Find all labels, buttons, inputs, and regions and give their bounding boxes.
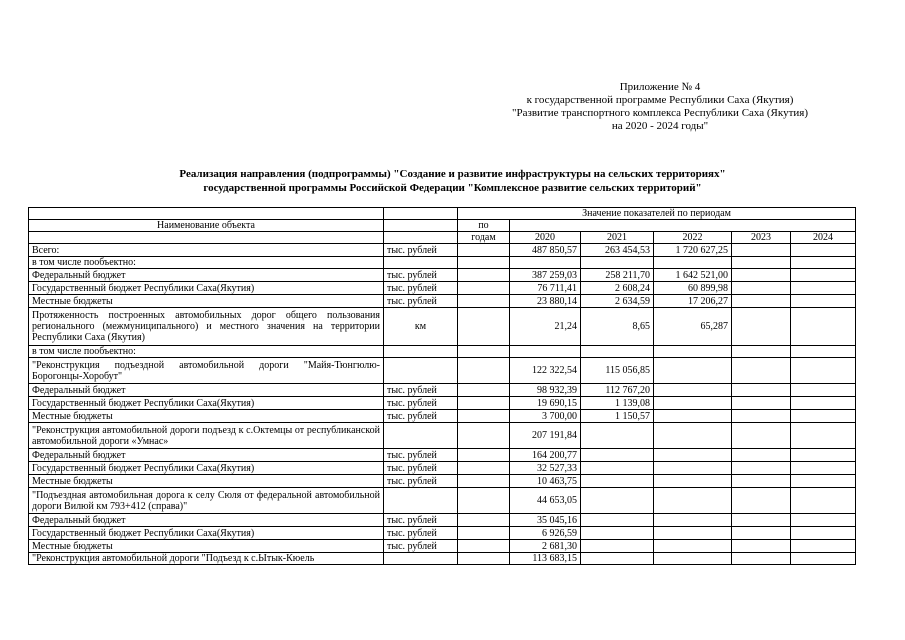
row-by-years-cell (458, 423, 510, 449)
row-by-years-cell (458, 384, 510, 397)
row-unit-cell: тыс. рублей (384, 244, 458, 257)
row-name-cell: Государственный бюджет Республики Саха(Якутия) (29, 397, 384, 410)
row-value-2024 (791, 346, 856, 358)
row-value-2023 (732, 295, 791, 308)
row-value-2024 (791, 257, 856, 269)
table-row (29, 282, 856, 295)
row-by-years-cell (458, 358, 510, 384)
row-name-cell: Федеральный бюджет (29, 449, 384, 462)
row-value-2023 (732, 462, 791, 475)
row-unit-cell: тыс. рублей (384, 527, 458, 540)
row-value-2023 (732, 527, 791, 540)
table-body (29, 208, 856, 565)
row-value-2024 (791, 308, 856, 346)
row-by-years-cell (458, 257, 510, 269)
row-value-2022 (654, 384, 732, 397)
row-unit-cell: тыс. рублей (384, 462, 458, 475)
row-value-2024 (791, 269, 856, 282)
row-unit-cell: тыс. рублей (384, 475, 458, 488)
row-value-2022 (654, 257, 732, 269)
row-value-2020: 44 653,05 (510, 488, 581, 514)
table-row (29, 295, 856, 308)
row-name-cell: в том числе пообъектно: (29, 257, 384, 269)
table-row (29, 358, 856, 384)
row-value-2021 (581, 514, 654, 527)
row-unit-cell: тыс. рублей (384, 295, 458, 308)
row-by-years-cell (458, 462, 510, 475)
row-value-2021 (581, 462, 654, 475)
row-value-2021 (581, 475, 654, 488)
row-value-2024 (791, 295, 856, 308)
row-value-2023 (732, 488, 791, 514)
row-value-2022: 65,287 (654, 308, 732, 346)
row-value-2022 (654, 462, 732, 475)
header-name-cell-3 (29, 232, 384, 244)
row-value-2020: 19 690,15 (510, 397, 581, 410)
row-name-cell: Протяженность построенных автомобильных дорог общего пользования регионального (межмуниципального) и местного значения на территории Республики Саха (Якутия) (29, 308, 384, 346)
row-value-2020: 487 850,57 (510, 244, 581, 257)
row-value-2023 (732, 358, 791, 384)
row-name-cell: Местные бюджеты (29, 295, 384, 308)
row-unit-cell: км (384, 308, 458, 346)
row-value-2021: 2 634,59 (581, 295, 654, 308)
table-row (29, 244, 856, 257)
header-unit-cell-2 (384, 220, 458, 232)
row-value-2022 (654, 527, 732, 540)
table-row (29, 514, 856, 527)
row-by-years-cell (458, 346, 510, 358)
row-by-years-cell (458, 397, 510, 410)
table-row (29, 308, 856, 346)
row-value-2022 (654, 449, 732, 462)
row-unit-cell: тыс. рублей (384, 514, 458, 527)
row-value-2021: 1 150,57 (581, 410, 654, 423)
row-value-2021 (581, 488, 654, 514)
row-value-2021 (581, 553, 654, 565)
row-value-2023 (732, 257, 791, 269)
row-value-2023 (732, 397, 791, 410)
row-value-2024 (791, 358, 856, 384)
document-title-line-2: государственной программы Российской Федерации "Комплексное развитие сельских территорий" (203, 182, 702, 194)
header-unit-cell (384, 208, 458, 220)
table-row (29, 257, 856, 269)
row-value-2021: 8,65 (581, 308, 654, 346)
appendix-line-3: "Развитие транспортного комплекса Республики Саха (Якутия) (511, 107, 809, 119)
indicators-table (28, 207, 856, 565)
row-value-2024 (791, 449, 856, 462)
row-value-2020: 32 527,33 (510, 462, 581, 475)
header-years-spacer (510, 220, 856, 232)
row-value-2021: 263 454,53 (581, 244, 654, 257)
row-by-years-cell (458, 488, 510, 514)
row-value-2021 (581, 257, 654, 269)
row-value-2024 (791, 553, 856, 565)
row-value-2024 (791, 410, 856, 423)
row-name-cell: Местные бюджеты (29, 475, 384, 488)
table-row (29, 423, 856, 449)
row-value-2020: 164 200,77 (510, 449, 581, 462)
row-value-2024 (791, 462, 856, 475)
row-by-years-cell (458, 269, 510, 282)
row-name-cell: Всего: (29, 244, 384, 257)
row-unit-cell: тыс. рублей (384, 282, 458, 295)
header-name-cell (29, 208, 384, 220)
table-row (29, 540, 856, 553)
row-value-2024 (791, 244, 856, 257)
appendix-line-1: Приложение № 4 (619, 81, 701, 93)
row-value-2024 (791, 540, 856, 553)
row-by-years-cell (458, 540, 510, 553)
row-value-2020: 2 681,30 (510, 540, 581, 553)
row-value-2020: 10 463,75 (510, 475, 581, 488)
row-value-2024 (791, 423, 856, 449)
table-row (29, 462, 856, 475)
row-value-2020: 122 322,54 (510, 358, 581, 384)
row-unit-cell (384, 488, 458, 514)
row-name-cell: "Реконструкция автомобильной дороги "Подъезд к с.Ытык-Кюель (29, 553, 384, 565)
row-unit-cell: тыс. рублей (384, 397, 458, 410)
row-unit-cell (384, 423, 458, 449)
header-unit-cell-3 (384, 232, 458, 244)
row-value-2023 (732, 384, 791, 397)
row-by-years-cell (458, 514, 510, 527)
row-value-2022 (654, 553, 732, 565)
header-name: Наименование объекта (29, 220, 384, 232)
header-group: Значение показателей по периодам (458, 208, 856, 220)
row-value-2023 (732, 514, 791, 527)
row-value-2020: 113 683,15 (510, 553, 581, 565)
row-by-years-cell (458, 449, 510, 462)
row-value-2020 (510, 346, 581, 358)
row-unit-cell: тыс. рублей (384, 269, 458, 282)
header-year-2023: 2023 (732, 232, 791, 244)
document-title (20, 167, 885, 195)
table-row (29, 410, 856, 423)
row-by-years-cell (458, 308, 510, 346)
row-name-cell: Государственный бюджет Республики Саха(Якутия) (29, 282, 384, 295)
row-value-2020: 207 191,84 (510, 423, 581, 449)
row-value-2022: 1 720 627,25 (654, 244, 732, 257)
row-name-cell: в том числе пообъектно: (29, 346, 384, 358)
row-value-2022 (654, 514, 732, 527)
row-by-years-cell (458, 527, 510, 540)
row-by-years-cell (458, 553, 510, 565)
header-year-2022: 2022 (654, 232, 732, 244)
row-value-2020: 387 259,03 (510, 269, 581, 282)
header-by-years: годам (458, 232, 510, 244)
row-value-2024 (791, 384, 856, 397)
row-value-2020 (510, 257, 581, 269)
row-value-2023 (732, 346, 791, 358)
row-value-2020: 76 711,41 (510, 282, 581, 295)
row-value-2023 (732, 244, 791, 257)
row-value-2023 (732, 308, 791, 346)
row-value-2021: 2 608,24 (581, 282, 654, 295)
row-value-2023 (732, 540, 791, 553)
row-value-2023 (732, 269, 791, 282)
row-value-2020: 98 932,39 (510, 384, 581, 397)
row-value-2021 (581, 449, 654, 462)
row-by-years-cell (458, 244, 510, 257)
row-value-2020: 23 880,14 (510, 295, 581, 308)
row-value-2021 (581, 527, 654, 540)
row-value-2021 (581, 540, 654, 553)
row-name-cell: Местные бюджеты (29, 410, 384, 423)
row-value-2024 (791, 514, 856, 527)
row-value-2024 (791, 488, 856, 514)
header-row-2 (29, 220, 856, 232)
row-value-2022: 60 899,98 (654, 282, 732, 295)
row-value-2022 (654, 358, 732, 384)
row-unit-cell (384, 257, 458, 269)
row-value-2022: 1 642 521,00 (654, 269, 732, 282)
row-value-2023 (732, 553, 791, 565)
row-unit-cell: тыс. рублей (384, 540, 458, 553)
header-year-2024: 2024 (791, 232, 856, 244)
row-value-2022 (654, 397, 732, 410)
table-row (29, 527, 856, 540)
row-name-cell: "Реконструкция подъездной автомобильной дороги "Майя-Тюнгюлю-Борогонцы-Хоробут" (29, 358, 384, 384)
row-value-2022 (654, 488, 732, 514)
row-name-cell: Федеральный бюджет (29, 269, 384, 282)
row-unit-cell (384, 346, 458, 358)
header-row-3 (29, 232, 856, 244)
row-unit-cell: тыс. рублей (384, 449, 458, 462)
row-value-2022 (654, 410, 732, 423)
row-name-cell: Государственный бюджет Республики Саха(Якутия) (29, 462, 384, 475)
row-value-2024 (791, 282, 856, 295)
row-unit-cell (384, 553, 458, 565)
row-by-years-cell (458, 475, 510, 488)
row-name-cell: "Реконструкция автомобильной дороги подъезд к с.Октемцы от республиканской автомобильной дороги «Умнас» (29, 423, 384, 449)
row-value-2023 (732, 449, 791, 462)
row-value-2024 (791, 397, 856, 410)
row-value-2021: 115 056,85 (581, 358, 654, 384)
row-value-2023 (732, 410, 791, 423)
row-value-2024 (791, 527, 856, 540)
row-value-2020: 21,24 (510, 308, 581, 346)
row-value-2020: 3 700,00 (510, 410, 581, 423)
row-value-2022 (654, 423, 732, 449)
row-name-cell: Местные бюджеты (29, 540, 384, 553)
row-value-2022 (654, 540, 732, 553)
row-unit-cell (384, 358, 458, 384)
row-name-cell: Федеральный бюджет (29, 384, 384, 397)
row-by-years-cell (458, 282, 510, 295)
table-row (29, 475, 856, 488)
header-row-1 (29, 208, 856, 220)
table-row (29, 384, 856, 397)
row-by-years-cell (458, 410, 510, 423)
row-value-2022: 17 206,27 (654, 295, 732, 308)
appendix-caption (460, 81, 860, 133)
table-row (29, 488, 856, 514)
row-value-2024 (791, 475, 856, 488)
row-value-2021: 258 211,70 (581, 269, 654, 282)
row-value-2021 (581, 346, 654, 358)
row-value-2020: 35 045,16 (510, 514, 581, 527)
header-by-years-top: по (458, 220, 510, 232)
appendix-line-4: на 2020 - 2024 годы" (611, 120, 709, 132)
row-unit-cell: тыс. рублей (384, 410, 458, 423)
row-value-2021: 1 139,08 (581, 397, 654, 410)
row-name-cell: Федеральный бюджет (29, 514, 384, 527)
row-name-cell: Государственный бюджет Республики Саха(Якутия) (29, 527, 384, 540)
row-name-cell: "Подъездная автомобильная дорога к селу Сюля от федеральной автомобильной дороги Вилюй км 793+412 (справа)" (29, 488, 384, 514)
row-value-2023 (732, 282, 791, 295)
appendix-line-2: к государственной программе Республики Саха (Якутия) (526, 94, 794, 106)
row-value-2021: 112 767,20 (581, 384, 654, 397)
row-by-years-cell (458, 295, 510, 308)
row-value-2021 (581, 423, 654, 449)
document-title-line-1: Реализация направления (подпрограммы) "Создание и развитие инфраструктуры на сельских территориях" (179, 168, 726, 180)
header-year-2020: 2020 (510, 232, 581, 244)
table-row (29, 346, 856, 358)
header-year-2021: 2021 (581, 232, 654, 244)
row-value-2023 (732, 423, 791, 449)
row-value-2022 (654, 346, 732, 358)
table-row (29, 553, 856, 565)
row-value-2023 (732, 475, 791, 488)
table-row (29, 269, 856, 282)
table-row (29, 397, 856, 410)
row-value-2022 (654, 475, 732, 488)
row-unit-cell: тыс. рублей (384, 384, 458, 397)
row-value-2020: 6 926,59 (510, 527, 581, 540)
table-row (29, 449, 856, 462)
